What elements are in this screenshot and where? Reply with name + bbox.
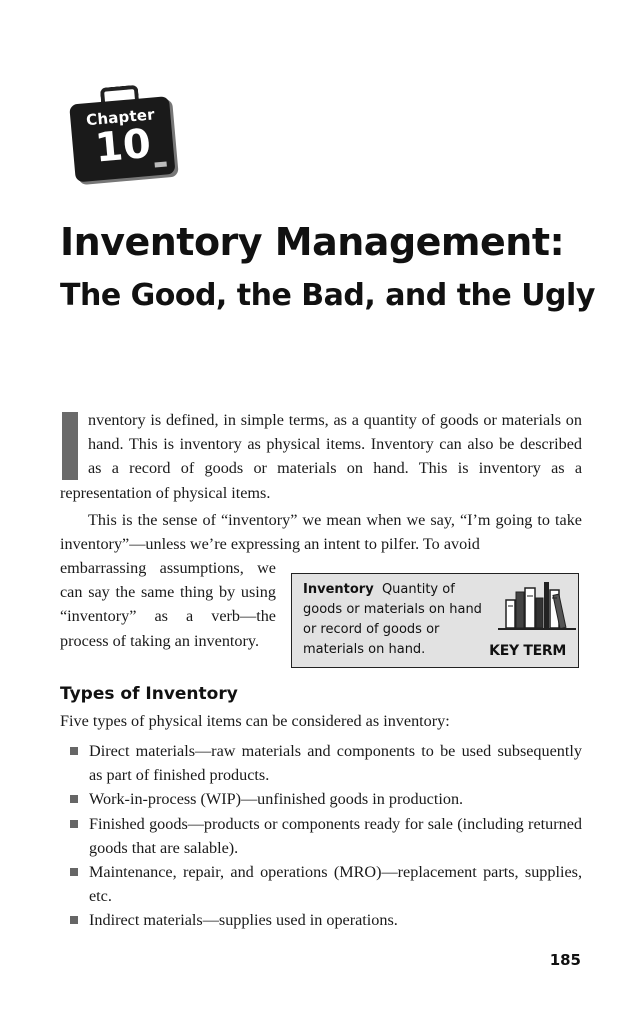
bullet-icon	[70, 795, 78, 803]
chapter-title: Inventory Management:	[60, 220, 565, 264]
bullet-icon	[70, 820, 78, 828]
chapter-label: Chapter	[85, 105, 156, 130]
section-intro: Five types of physical items can be considered as inventory:	[60, 712, 450, 730]
list-item: Maintenance, repair, and operations (MRO)—replacement parts, supplies, etc.	[60, 860, 582, 908]
briefcase-latch-icon	[155, 161, 167, 167]
section-heading: Types of Inventory	[60, 684, 238, 704]
list-item: Finished goods—products or components ready for sale (including returned goods that are salable).	[60, 812, 582, 860]
drop-cap	[62, 412, 78, 480]
bullet-icon	[70, 747, 78, 755]
books-icon	[496, 580, 578, 634]
key-term-box	[291, 573, 579, 668]
intro-paragraph	[60, 408, 582, 505]
inventory-types-list	[60, 739, 582, 933]
second-paragraph: This is the sense of “inventory” we mean when we say, “I’m going to take inventory”—unless we’re expressing an intent to pilfer. To avoid	[60, 511, 582, 554]
intro-text: nventory is defined, in simple terms, as a quantity of goods or materials on hand. This is inventory as physical items. Inventory can also be described as a record of goods or materials on hand. This is inventory as a representation of physical items.	[60, 411, 582, 502]
chapter-subtitle: The Good, the Bad, and the Ugly	[60, 278, 595, 313]
key-term-word: Inventory	[303, 582, 374, 597]
bullet-icon	[70, 868, 78, 876]
chapter-number: 10	[93, 120, 153, 172]
briefcase-icon	[69, 96, 175, 182]
bullet-icon	[70, 916, 78, 924]
chapter-badge	[68, 82, 182, 189]
key-term-label: KEY TERM	[489, 643, 566, 659]
list-item: Direct materials—raw materials and components to be used subsequently as part of finished products.	[60, 739, 582, 787]
second-paragraph-continuation: embarrassing assumptions, we can say the same thing by using “inventory” as a verb—the process of taking an inventory.	[60, 559, 276, 650]
page-number: 185	[549, 951, 581, 969]
key-term-text	[303, 580, 493, 660]
list-item: Work-in-process (WIP)—unfinished goods in production.	[60, 787, 582, 811]
list-item: Indirect materials—supplies used in operations.	[60, 908, 582, 932]
key-term-definition: Quantity of goods or materials on hand or record of goods or materials on hand.	[303, 582, 482, 657]
